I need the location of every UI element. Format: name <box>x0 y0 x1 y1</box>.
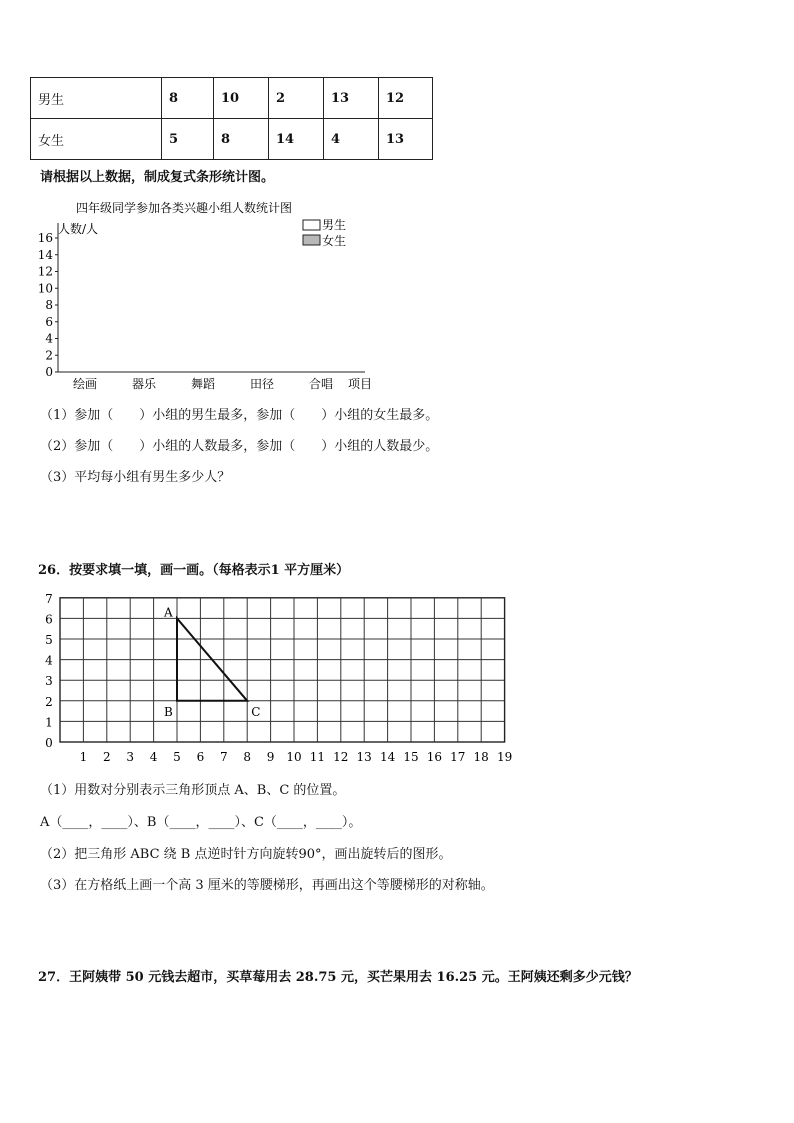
legend-swatch-boys <box>303 220 320 230</box>
q25-sub3: （3）平均每小组有男生多少人？ <box>40 470 231 485</box>
grid-x-label: 17 <box>450 750 466 764</box>
q26-sub1: （1）用数对分别表示三角形顶点 A、B、C 的位置。 <box>40 783 346 798</box>
x-category-label: 合唱 <box>309 377 334 391</box>
grid-y-label: 7 <box>45 591 53 606</box>
table-cell: 10 <box>214 78 269 119</box>
grid-y-label: 2 <box>45 694 53 709</box>
table-cell: 8 <box>214 119 269 160</box>
y-tick-label: 2 <box>45 348 53 363</box>
table-cell: 2 <box>269 78 324 119</box>
grid-x-label: 7 <box>219 750 228 764</box>
grid-lines <box>60 598 505 742</box>
y-tick-label: 8 <box>45 298 53 312</box>
grid-y-label: 0 <box>45 736 53 750</box>
grid-x-label: 4 <box>149 750 158 764</box>
grid-y-label: 6 <box>45 612 53 627</box>
vertex-label-a: A <box>164 605 173 620</box>
x-category-label: 田径 <box>250 377 275 391</box>
y-tick-label: 12 <box>37 264 53 279</box>
grid-x-label: 12 <box>333 750 349 764</box>
grid-y-label: 3 <box>45 674 53 689</box>
x-category-label: 舞蹈 <box>191 377 216 391</box>
table-cell: 14 <box>269 119 324 160</box>
triangle-abc <box>163 605 260 718</box>
grid-x-label: 3 <box>126 750 135 764</box>
y-ticks <box>38 231 58 379</box>
grid-x-label: 16 <box>426 750 443 764</box>
row-label: 男生 <box>31 78 162 119</box>
q25-sub2: （2）参加（ ）小组的人数最多，参加（ ）小组的人数最少。 <box>40 439 439 454</box>
instruction-text: 请根据以上数据，制成复式条形统计图。 <box>40 170 275 185</box>
y-axis-label: 人数/人 <box>58 222 99 236</box>
y-tick-label: 4 <box>45 331 53 346</box>
grid-y-label: 5 <box>45 633 53 647</box>
bar-chart <box>28 195 388 395</box>
y-tick-label: 14 <box>37 247 53 262</box>
legend-swatch-girls <box>303 235 320 245</box>
row-label: 女生 <box>31 119 162 160</box>
grid-labels <box>45 592 512 764</box>
grid-x-label: 5 <box>173 750 181 764</box>
x-categories <box>73 376 333 391</box>
y-tick-label: 6 <box>45 314 53 329</box>
chart-title: 四年级同学参加各类兴趣小组人数统计图 <box>76 201 293 215</box>
x-category-label: 绘画 <box>73 377 98 391</box>
q26-blanks: A（____，____）、B（____，____）、C（____，____）。 <box>40 815 362 830</box>
grid-x-label: 1 <box>79 750 88 764</box>
q27-text: 27．王阿姨带 50 元钱去超市，买草莓用去 28.75 元，买芒果用去 16.25 元。王阿姨还剩多少元钱？ <box>38 970 638 985</box>
grid-x-label: 11 <box>309 750 326 764</box>
table-cell: 13 <box>324 78 379 119</box>
grid-y-label: 4 <box>45 653 53 668</box>
grid-x-label: 18 <box>473 750 489 764</box>
x-category-label: 器乐 <box>132 377 157 391</box>
y-tick-label: 16 <box>37 231 53 245</box>
table-cell: 13 <box>379 119 433 160</box>
data-table <box>30 77 433 160</box>
table-cell: 5 <box>162 119 214 160</box>
legend-label-boys: 男生 <box>322 218 347 232</box>
table-cell: 4 <box>324 119 379 160</box>
grid-x-label: 10 <box>286 750 302 764</box>
vertex-label-c: C <box>251 704 261 719</box>
table-cell: 8 <box>162 78 214 119</box>
q26-sub2: （2）把三角形 ABC 绕 B 点逆时针方向旋转90°，画出旋转后的图形。 <box>40 847 452 862</box>
vertex-label-b: B <box>164 704 173 719</box>
grid-y-label: 1 <box>45 715 53 730</box>
q26-sub3: （3）在方格纸上画一个高 3 厘米的等腰梯形，再画出这个等腰梯形的对称轴。 <box>40 878 494 893</box>
grid-paper <box>28 590 528 770</box>
grid-x-label: 14 <box>379 750 396 764</box>
legend-label-girls: 女生 <box>322 234 347 248</box>
grid-x-label: 13 <box>356 750 372 764</box>
grid-border <box>60 598 505 742</box>
table-cell: 12 <box>379 78 433 119</box>
grid-x-label: 19 <box>496 750 513 764</box>
grid-x-label: 15 <box>403 750 419 764</box>
q25-sub1: （1）参加（ ）小组的男生最多，参加（ ）小组的女生最多。 <box>40 408 439 423</box>
x-axis-label: 项目 <box>348 377 373 391</box>
y-tick-label: 10 <box>37 281 53 296</box>
table-row <box>31 119 433 160</box>
table-row <box>31 78 433 119</box>
grid-x-label: 6 <box>196 750 205 764</box>
grid-x-label: 8 <box>243 750 252 764</box>
grid-x-label: 2 <box>102 750 111 764</box>
y-tick-label: 0 <box>45 365 53 379</box>
q26-title: 26．按要求填一填，画一画。（每格表示1 平方厘米） <box>38 563 350 578</box>
grid-x-label: 9 <box>266 750 275 764</box>
